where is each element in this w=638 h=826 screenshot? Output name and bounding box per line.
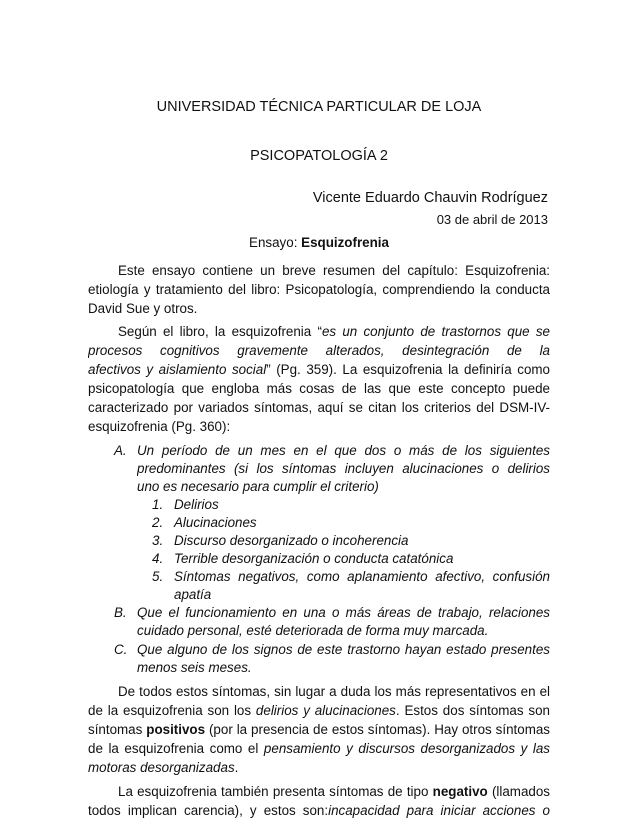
paragraph-2-line-3 <box>88 361 550 379</box>
essay-title: Esquizofrenia <box>301 235 389 250</box>
p3-bold: positivos <box>146 722 206 737</box>
numbered-item-5-cont: apatía <box>174 587 212 602</box>
numbered-item-2: Alucinaciones <box>174 515 257 530</box>
numbered-marker-5: 5. <box>152 569 164 584</box>
p3-text: síntomas <box>88 722 147 737</box>
p3-text: de la esquizofrenia son los <box>88 703 256 718</box>
p2-text: ” (Pg. 359). La esquizofrenia la definiría como <box>266 362 550 377</box>
list-a-line-3: uno es necesario para cumplir el criterio) <box>137 479 379 494</box>
paragraph-1-line-3: David Sue y otros. <box>88 301 198 316</box>
document-date: 03 de abril de 2013 <box>436 212 548 227</box>
paragraph-2-line-2: procesos cognitivos gravemente alterados, desintegración de la <box>88 343 550 358</box>
paragraph-3-line-4 <box>88 740 550 758</box>
paragraph-2-line-1 <box>118 323 550 341</box>
p3-text: (por la presencia de estos síntomas). Hay otros síntomas <box>208 722 550 737</box>
paragraph-2-line-5: caracterizado por variados síntomas, aquí se citan los criterios del DSM-IV- <box>88 400 550 415</box>
p2-quote-end: afectivos y aislamiento social <box>88 362 267 377</box>
numbered-marker-4: 4. <box>152 551 164 566</box>
p4-text: La esquizofrenia también presenta síntomas de tipo <box>118 784 433 799</box>
list-b-line-1: Que el funcionamiento en una o más áreas de trabajo, relaciones <box>137 605 550 620</box>
p3-emphasis: pensamiento y discursos desorganizados y las <box>263 741 550 756</box>
numbered-item-3: Discurso desorganizado o incoherencia <box>174 533 409 548</box>
list-c-line-1: Que alguno de los signos de este trastorno hayan estado presentes <box>137 642 550 657</box>
p4-text: todos implican carencia), y estos son: <box>88 803 329 818</box>
list-a-line-1: Un período de un mes en el que dos o más de los siguientes <box>137 443 550 458</box>
paragraph-3-line-5 <box>88 759 550 777</box>
paragraph-3-line-2 <box>88 702 550 720</box>
paragraph-4-line-2 <box>88 802 550 820</box>
p2-quote: es un conjunto de trastornos que se <box>321 324 550 339</box>
paragraph-3-line-3 <box>88 721 550 739</box>
list-marker-a: A. <box>114 443 127 458</box>
author-name: Vicente Eduardo Chauvin Rodríguez <box>312 190 548 206</box>
p3-emphasis: delirios y alucinaciones <box>255 703 396 718</box>
list-marker-b: B. <box>114 605 127 620</box>
p2-text: Según el libro, la esquizofrenia “ <box>118 324 322 339</box>
list-a-line-2: predominantes (si los síntomas incluyen alucinaciones o delirios <box>137 461 550 476</box>
numbered-marker-2: 2. <box>152 515 164 530</box>
essay-title-line <box>0 234 638 252</box>
p4-emphasis: incapacidad para iniciar acciones o <box>328 803 550 818</box>
p3-text: . <box>234 760 239 775</box>
numbered-item-5: Síntomas negativos, como aplanamiento afectivo, confusión <box>174 569 550 584</box>
p4-text: (llamados <box>491 784 550 799</box>
list-c-line-2: menos seis meses. <box>137 660 252 675</box>
course-heading: PSICOPATOLOGÍA 2 <box>250 148 388 164</box>
paragraph-2-line-4: psicopatología que engloba más cosas de las que este concepto puede <box>88 381 550 396</box>
paragraph-3-line-1: De todos estos síntomas, sin lugar a duda los más representativos en el <box>118 684 550 699</box>
essay-label: Ensayo: <box>249 235 298 250</box>
university-heading: UNIVERSIDAD TÉCNICA PARTICULAR DE LOJA <box>156 99 482 115</box>
list-b-line-2: cuidado personal, esté deteriorada de forma muy marcada. <box>137 623 489 638</box>
p3-text: . Estos dos síntomas son <box>395 703 550 718</box>
list-marker-c: C. <box>114 642 128 657</box>
p3-emphasis: motoras desorganizadas <box>88 760 235 775</box>
numbered-item-1: Delirios <box>174 497 219 512</box>
paragraph-1-line-2: etiología y tratamiento del libro: Psicopatología, comprendiendo la conducta <box>88 282 550 297</box>
numbered-marker-3: 3. <box>152 533 164 548</box>
paragraph-4-line-1 <box>118 783 550 801</box>
numbered-marker-1: 1. <box>152 497 164 512</box>
p4-bold: negativo <box>432 784 488 799</box>
p3-text: de la esquizofrenia como el <box>88 741 264 756</box>
numbered-item-4: Terrible desorganización o conducta catatónica <box>174 551 454 566</box>
paragraph-1-line-1: Este ensayo contiene un breve resumen del capítulo: Esquizofrenia: <box>118 263 550 278</box>
paragraph-2-line-6: esquizofrenia (Pg. 360): <box>88 419 231 434</box>
